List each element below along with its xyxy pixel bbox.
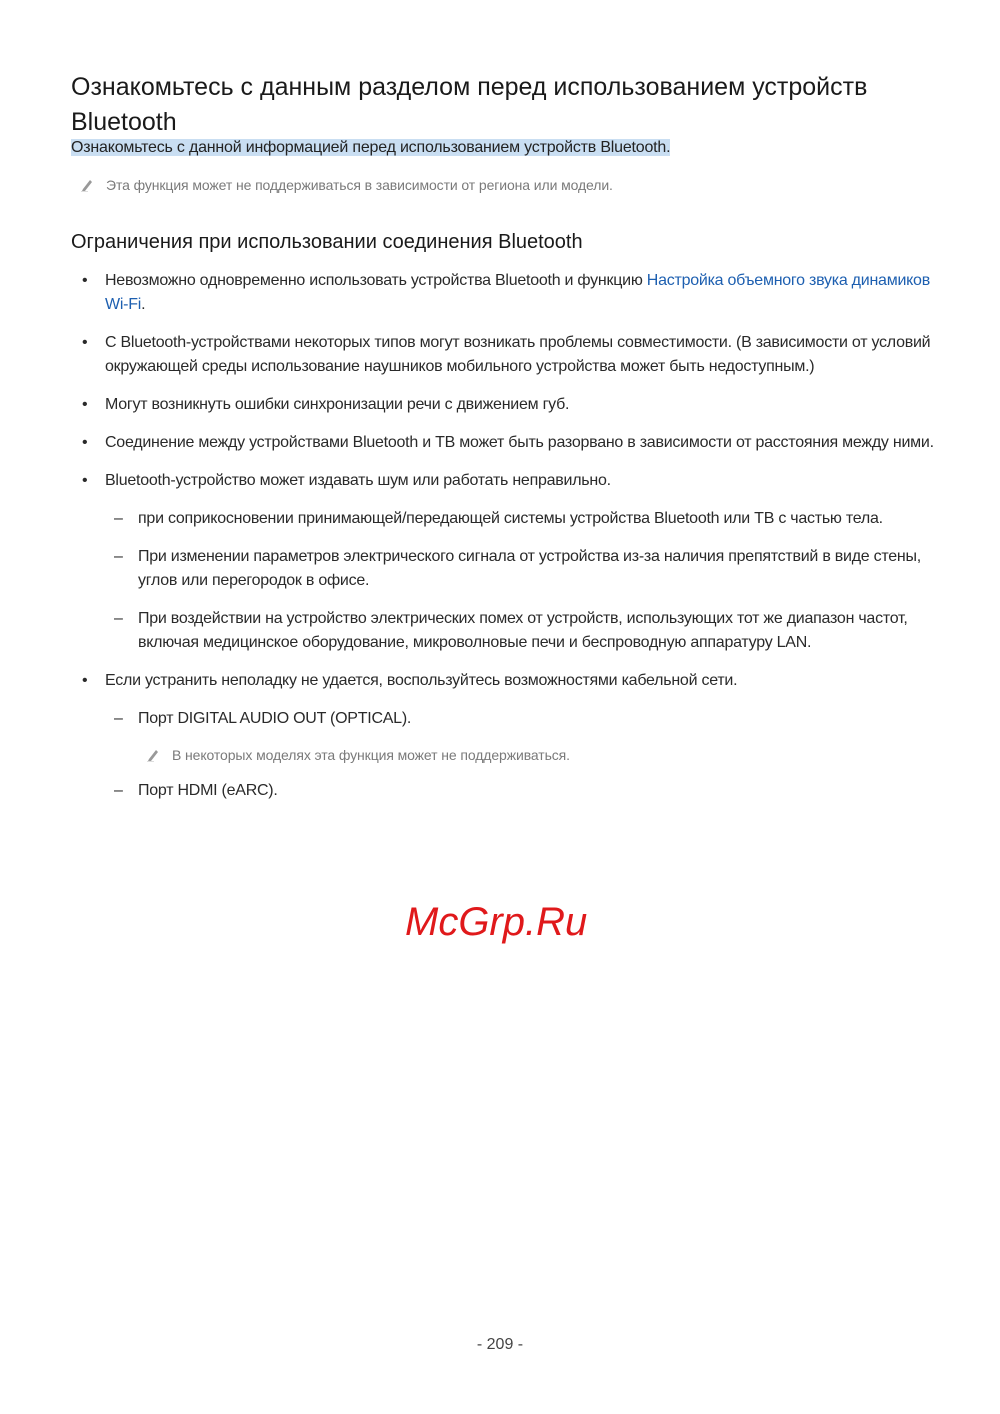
note-text: В некоторых моделях эта функция может не поддерживаться.: [172, 747, 570, 763]
pencil-icon: [146, 748, 160, 762]
note-text: Эта функция может не поддерживаться в зависимости от региона или модели.: [106, 177, 613, 193]
page-title: Ознакомьтесь с данным разделом перед использованием устройств Bluetooth: [71, 73, 868, 136]
item-text: Соединение между устройствами Bluetooth и ТВ может быть разорвано в зависимости от расстояния между ними.: [105, 434, 934, 451]
sub-item: [114, 507, 936, 531]
sub-item: [114, 607, 936, 655]
note: [146, 745, 936, 765]
dash: –: [114, 710, 123, 727]
dash: –: [114, 548, 123, 565]
sub-item-text: При воздействии на устройство электрических помех от устройств, использующих тот же диапазон частот, включая медицинское оборудование, микроволновые печи и беспроводную аппаратуру LAN.: [138, 610, 908, 651]
bullet: •: [82, 472, 88, 489]
subtitle: Ознакомьтесь с данной информацией перед использованием устройств Bluetooth.: [71, 139, 671, 156]
surround-sound-link[interactable]: Настройка объемного звука динамиков Wi-Fi: [105, 272, 930, 313]
sub-item: [114, 545, 936, 593]
item-text: С Bluetooth-устройствами некоторых типов могут возникать проблемы совместимости. (В зависимости от условий окружающей среды использование наушников мобильного устройства может быть недоступным.): [105, 334, 931, 375]
item-text: Bluetooth-устройство может издавать шум или работать неправильно.: [105, 472, 611, 489]
page-content: [71, 70, 936, 817]
item-text: Невозможно одновременно использовать устройства Bluetooth и функцию: [105, 272, 647, 289]
list-item: [82, 431, 936, 455]
sub-item-text: При изменении параметров электрического сигнала от устройства из-за наличия препятствий в виде стены, углов или перегородок в офисе.: [138, 548, 921, 589]
list-item: [82, 669, 936, 693]
sub-item-text: Порт HDMI (eARC).: [138, 782, 278, 799]
dash: –: [114, 610, 123, 627]
bullet: •: [82, 272, 88, 289]
page-number: - 209 -: [476, 1336, 524, 1353]
bullet: •: [82, 334, 88, 351]
item-text-end: .: [141, 296, 146, 313]
list-item: [82, 469, 936, 493]
pencil-icon: [80, 178, 94, 192]
list-item: [82, 393, 936, 417]
list-item: [82, 331, 936, 379]
item-text: Могут возникнуть ошибки синхронизации речи с движением губ.: [105, 396, 570, 413]
bullet: •: [82, 434, 88, 451]
dash: –: [114, 782, 123, 799]
sub-item-text: Порт DIGITAL AUDIO OUT (OPTICAL).: [138, 710, 412, 727]
sub-item: [114, 707, 936, 731]
bullet: •: [82, 672, 88, 689]
watermark: McGrp.Ru: [405, 900, 588, 944]
sub-item-text: при соприкосновении принимающей/передающей системы устройства Bluetooth или ТВ с частью тела.: [138, 510, 883, 527]
section-heading: Ограничения при использовании соединения Bluetooth: [71, 231, 583, 253]
note: [80, 175, 936, 195]
bullet: •: [82, 396, 88, 413]
sub-item: [114, 779, 936, 803]
dash: –: [114, 510, 123, 527]
list-item: [82, 269, 936, 317]
item-text: Если устранить неполадку не удается, воспользуйтесь возможностями кабельной сети.: [105, 672, 738, 689]
